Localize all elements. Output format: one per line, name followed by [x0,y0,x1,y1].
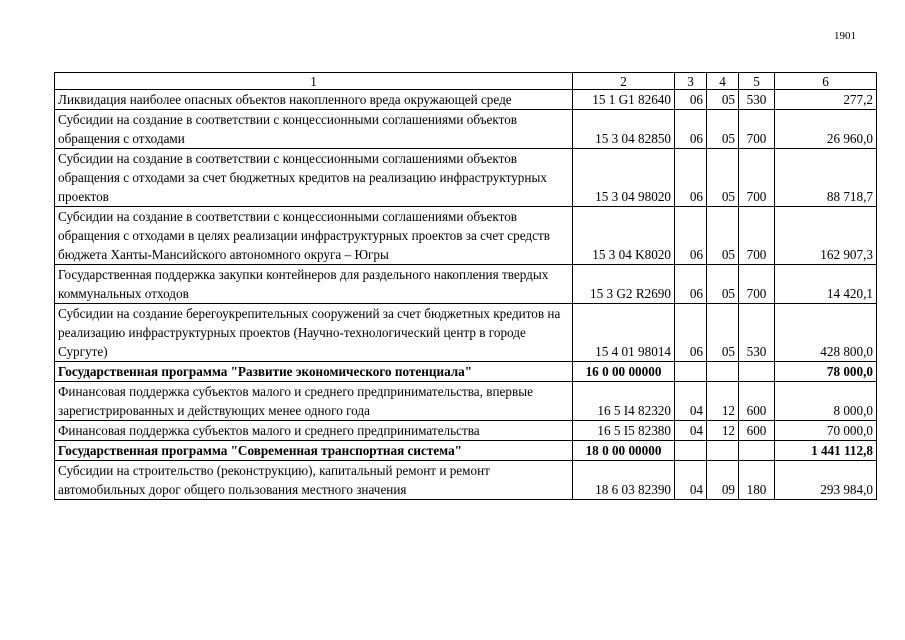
row-section: 06 [675,207,707,265]
header-col-1: 1 [55,73,573,90]
row-subsection: 05 [707,304,739,362]
header-col-6: 6 [775,73,877,90]
row-subsection: 05 [707,149,739,207]
row-section: 06 [675,149,707,207]
program-name: Государственная программа "Развитие экономического потенциала" [55,362,573,382]
row-name: Финансовая поддержка субъектов малого и среднего предпринимательства, впервые зарегистрированных и действующих менее одного года [55,382,573,421]
header-col-5: 5 [739,73,775,90]
table-row [55,149,877,207]
header-col-4: 4 [707,73,739,90]
row-code: 15 3 04 98020 [573,149,675,207]
row-code: 15 1 G1 82640 [573,90,675,110]
header-col-2: 2 [573,73,675,90]
page-number: 1901 [834,30,856,42]
row-subsection [707,441,739,461]
row-subsection: 05 [707,110,739,149]
row-name: Ликвидация наиболее опасных объектов накопленного вреда окружающей среде [55,90,573,110]
row-code: 15 3 04 K8020 [573,207,675,265]
row-amount: 14 420,1 [775,265,877,304]
row-expense-type: 600 [739,421,775,441]
row-section: 06 [675,304,707,362]
row-amount: 8 000,0 [775,382,877,421]
row-expense-type: 530 [739,90,775,110]
row-amount: 70 000,0 [775,421,877,441]
program-amount: 78 000,0 [775,362,877,382]
table-row [55,421,877,441]
row-section: 06 [675,90,707,110]
row-section: 04 [675,382,707,421]
row-section: 04 [675,461,707,500]
row-code: 15 4 01 98014 [573,304,675,362]
row-subsection [707,362,739,382]
program-total-row [55,441,877,461]
table-row [55,304,877,362]
row-subsection: 12 [707,421,739,441]
program-code: 18 0 00 00000 [573,441,675,461]
row-amount: 277,2 [775,90,877,110]
row-section: 06 [675,265,707,304]
row-code: 16 5 I4 82320 [573,382,675,421]
row-subsection: 05 [707,265,739,304]
row-name: Субсидии на создание берегоукрепительных сооружений за счет бюджетных кредитов на реализацию инфраструктурных проектов (Научно-технологический центр в городе Сургуте) [55,304,573,362]
budget-table [54,72,877,500]
row-expense-type: 180 [739,461,775,500]
row-name: Государственная поддержка закупки контейнеров для раздельного накопления твердых коммунальных отходов [55,265,573,304]
row-subsection: 09 [707,461,739,500]
row-code: 15 3 04 82850 [573,110,675,149]
table-body [55,90,877,500]
row-section: 06 [675,110,707,149]
row-expense-type: 530 [739,304,775,362]
row-amount: 26 960,0 [775,110,877,149]
program-name: Государственная программа "Современная транспортная система" [55,441,573,461]
table-header-row [55,73,877,90]
table-row [55,382,877,421]
row-code: 18 6 03 82390 [573,461,675,500]
table-row [55,461,877,500]
table-row [55,110,877,149]
row-expense-type: 700 [739,207,775,265]
program-code: 16 0 00 00000 [573,362,675,382]
row-expense-type: 600 [739,382,775,421]
row-code: 16 5 I5 82380 [573,421,675,441]
program-amount: 1 441 112,8 [775,441,877,461]
header-col-3: 3 [675,73,707,90]
row-expense-type [739,441,775,461]
program-total-row [55,362,877,382]
row-name: Субсидии на создание в соответствии с концессионными соглашениями объектов обращения с отходами в целях реализации инфраструктурных проектов за счет средств бюджета Ханты-Мансийского автономного округа – Югры [55,207,573,265]
table-row [55,90,877,110]
row-expense-type: 700 [739,110,775,149]
row-amount: 428 800,0 [775,304,877,362]
row-amount: 293 984,0 [775,461,877,500]
row-expense-type: 700 [739,265,775,304]
row-amount: 88 718,7 [775,149,877,207]
row-section: 04 [675,421,707,441]
row-subsection: 05 [707,207,739,265]
row-code: 15 3 G2 R2690 [573,265,675,304]
row-name: Субсидии на создание в соответствии с концессионными соглашениями объектов обращения с отходами [55,110,573,149]
row-name: Субсидии на строительство (реконструкцию), капитальный ремонт и ремонт автомобильных дорог общего пользования местного значения [55,461,573,500]
row-subsection: 12 [707,382,739,421]
table-row [55,207,877,265]
row-name: Финансовая поддержка субъектов малого и среднего предпринимательства [55,421,573,441]
row-expense-type [739,362,775,382]
row-section [675,441,707,461]
row-section [675,362,707,382]
row-amount: 162 907,3 [775,207,877,265]
row-name: Субсидии на создание в соответствии с концессионными соглашениями объектов обращения с отходами за счет бюджетных кредитов на реализацию инфраструктурных проектов [55,149,573,207]
row-subsection: 05 [707,90,739,110]
row-expense-type: 700 [739,149,775,207]
table-row [55,265,877,304]
